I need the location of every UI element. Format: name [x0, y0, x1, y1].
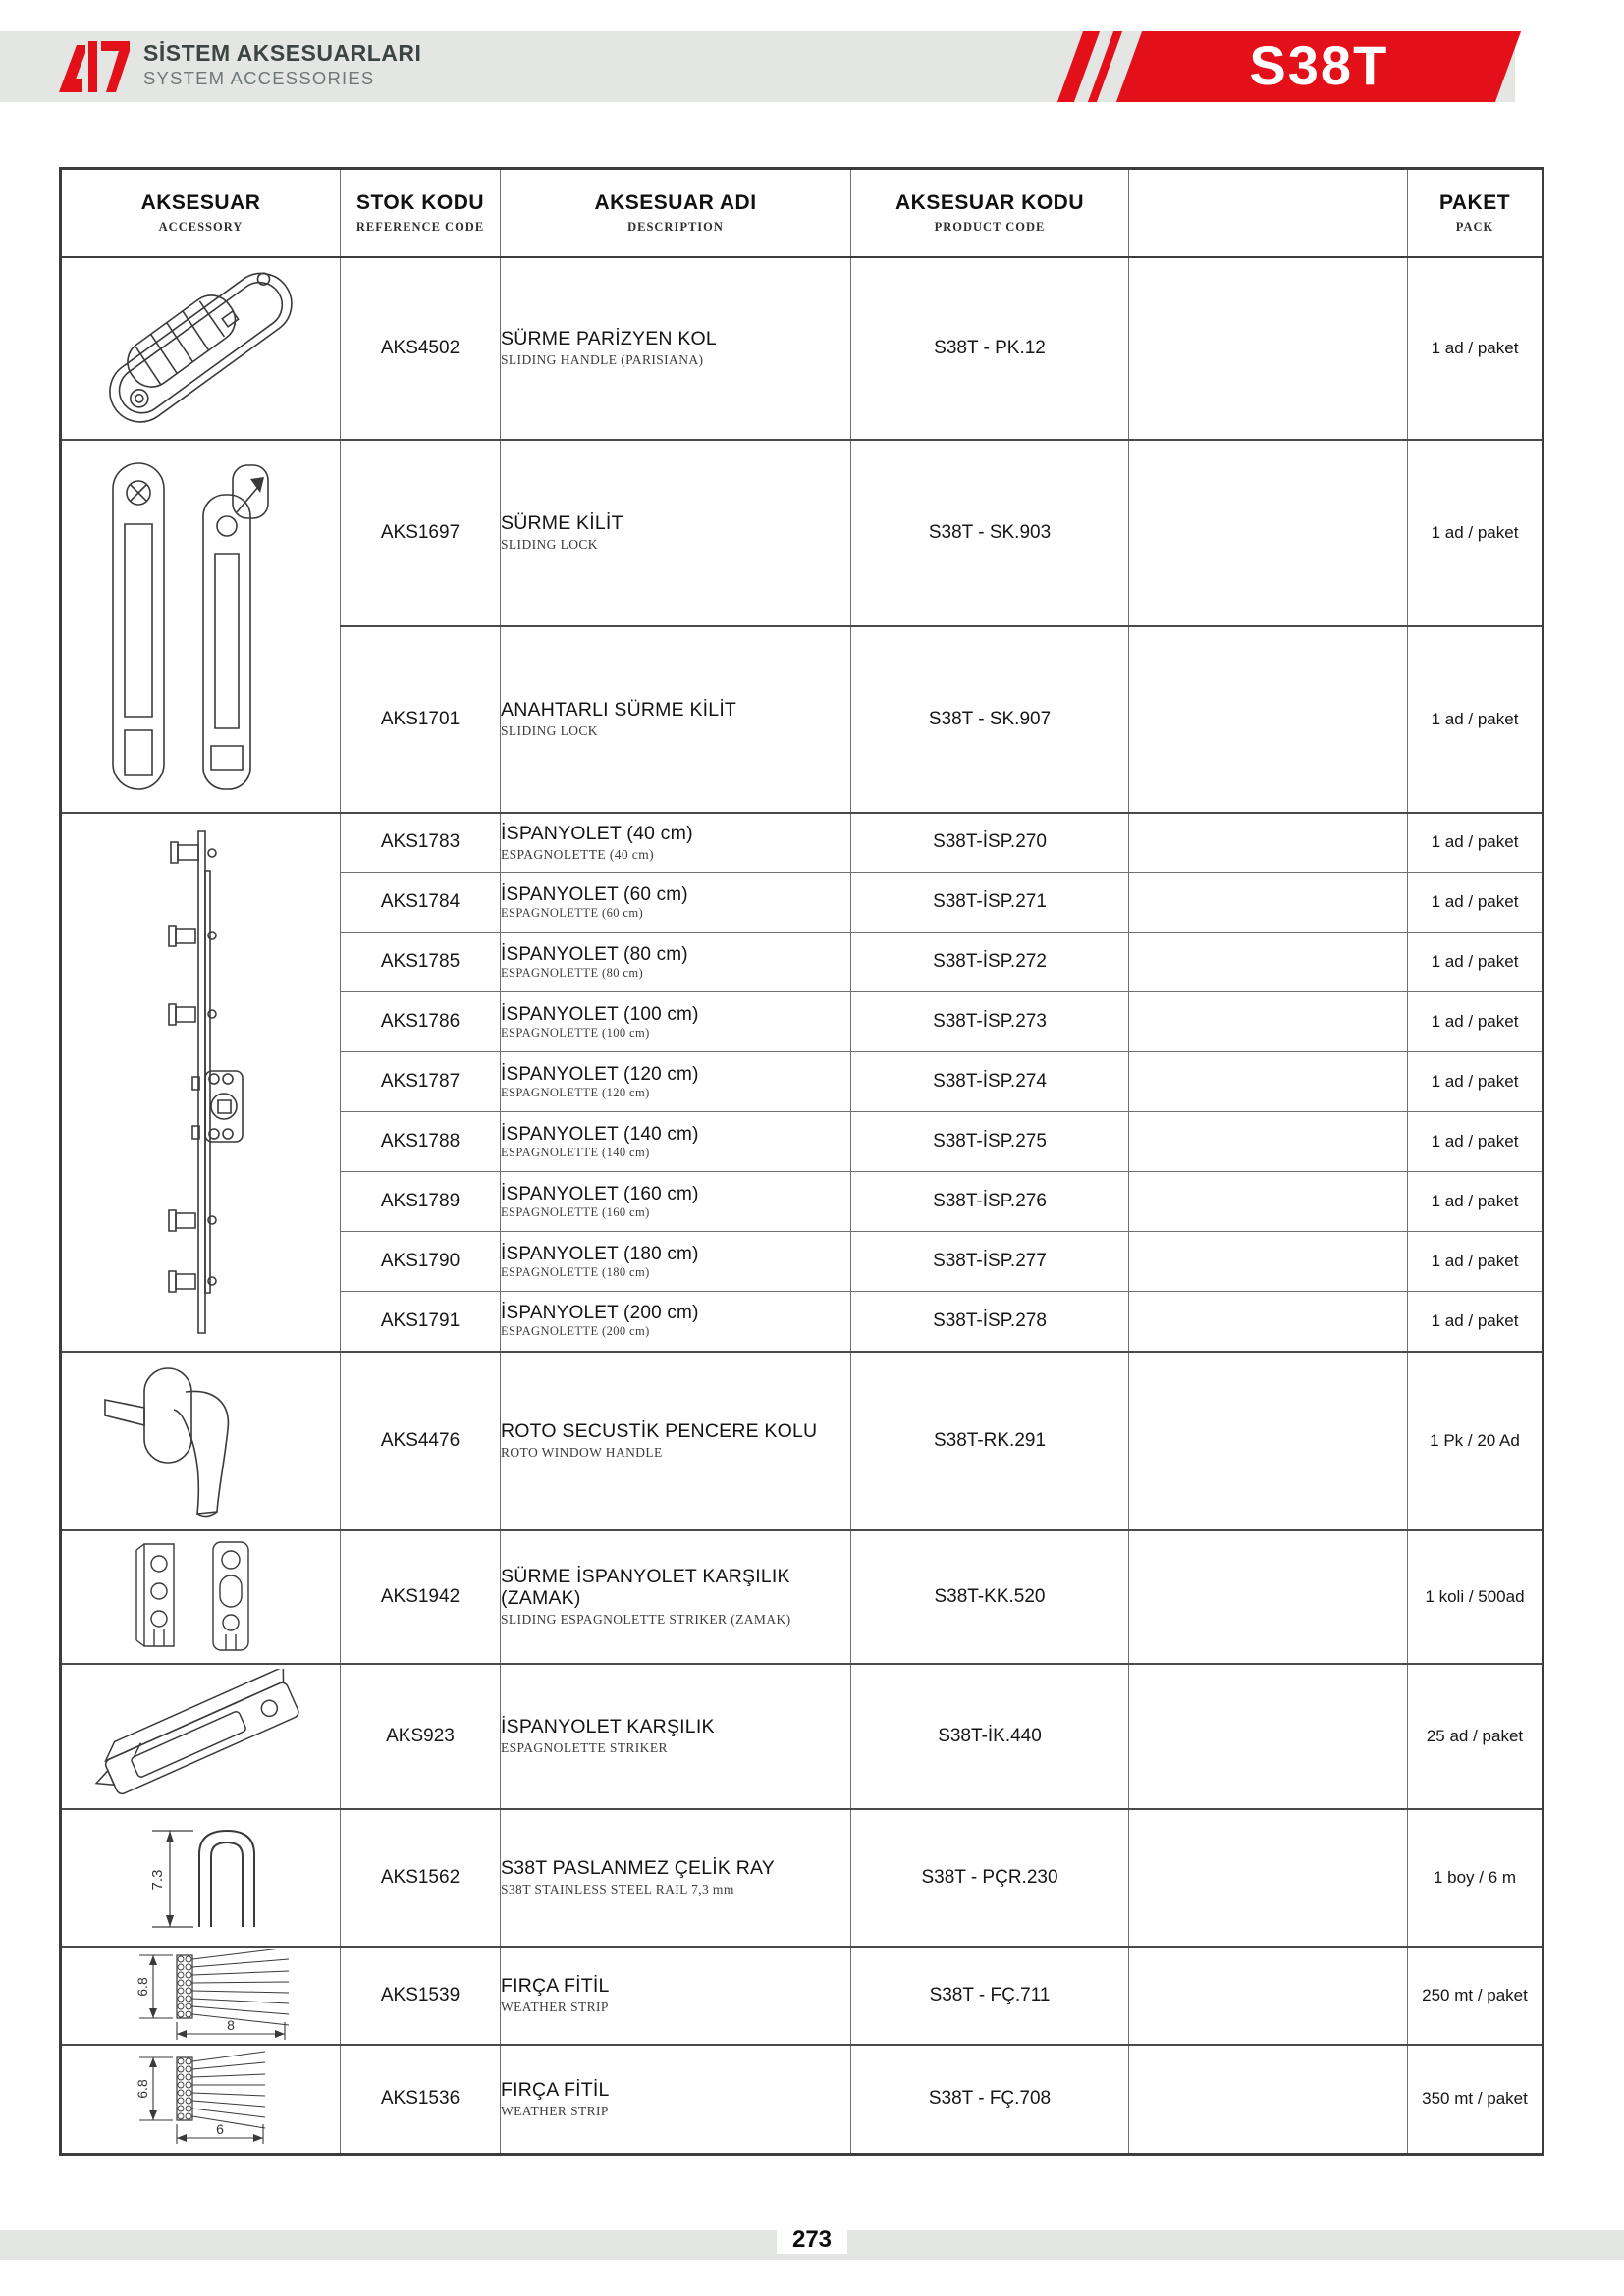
table-header: [61, 169, 1543, 257]
pack-qty: 1 Pk / 20 Ad: [1408, 1352, 1543, 1530]
name-cell: [501, 626, 851, 813]
product-code: S38T-İSP.270: [851, 813, 1129, 873]
accessory-name-tr: İSPANYOLET (60 cm): [501, 883, 688, 905]
stock-code: AKS1790: [341, 1232, 501, 1292]
pack-qty: 350 mt / paket: [1408, 2045, 1543, 2155]
espagnolette-striker-icon: [79, 1669, 324, 1804]
pack-qty: 1 boy / 6 m: [1408, 1809, 1543, 1947]
accessory-name-tr: İSPANYOLET (100 cm): [501, 1003, 699, 1025]
product-code: S38T - PK.12: [851, 257, 1129, 440]
stock-code: AKS1786: [341, 992, 501, 1052]
col-blank: [1129, 169, 1408, 257]
accessory-name-tr: İSPANYOLET KARŞILIK: [501, 1716, 715, 1737]
product-code: S38T-RK.291: [851, 1352, 1129, 1530]
pack-qty: 1 ad / paket: [1408, 1292, 1543, 1352]
product-code: S38T-İK.440: [851, 1664, 1129, 1809]
name-cell: [501, 257, 851, 440]
stock-code: AKS1784: [341, 873, 501, 933]
table-row: [61, 1809, 1543, 1947]
stock-code: AKS1942: [341, 1530, 501, 1664]
pack-qty: 1 ad / paket: [1408, 873, 1543, 933]
rail-height-label: 7.3: [148, 1869, 166, 1890]
name-cell: [501, 873, 851, 933]
accessory-name-tr: İSPANYOLET (180 cm): [501, 1243, 699, 1264]
pack-qty: 25 ad / paket: [1408, 1664, 1543, 1809]
name-cell: [501, 992, 851, 1052]
accessory-name-en: ESPAGNOLETTE (180 cm): [501, 1264, 650, 1279]
strip6-height-label: 6.8: [134, 2079, 150, 2099]
accessory-name-tr: İSPANYOLET (40 cm): [501, 822, 693, 844]
stock-code: AKS4476: [341, 1352, 501, 1530]
sliding-lock-icon: [83, 452, 319, 801]
page-number: [0, 2226, 1624, 2254]
company-logo-icon: [57, 39, 132, 94]
window-handle-icon: [83, 1357, 319, 1525]
sliding-handle-drawing: [61, 257, 341, 440]
accessory-name-en: ESPAGNOLETTE (200 cm): [501, 1324, 650, 1339]
col-product-code-tr: AKSESUAR KODU: [894, 190, 1084, 214]
empty-cell: [1129, 626, 1408, 813]
col-product-code: [851, 169, 1129, 257]
empty-cell: [1129, 1530, 1408, 1664]
empty-cell: [1129, 1664, 1408, 1809]
accessory-name-tr: ROTO SECUSTİK PENCERE KOLU: [501, 1420, 818, 1442]
stock-code: AKS1789: [341, 1172, 501, 1232]
accessory-name-tr: İSPANYOLET (120 cm): [501, 1063, 699, 1085]
empty-cell: [1129, 257, 1408, 440]
series-badge-label: S38T: [1249, 34, 1389, 96]
accessories-table: [59, 167, 1544, 2156]
pack-qty: 1 ad / paket: [1408, 1172, 1543, 1232]
accessory-name-tr: İSPANYOLET (140 cm): [501, 1123, 699, 1145]
empty-cell: [1129, 2045, 1408, 2155]
name-cell: [501, 1232, 851, 1292]
accessory-name-en: SLIDING LOCK: [501, 723, 598, 738]
zamak-striker-icon: [103, 1536, 299, 1658]
stock-code: AKS1785: [341, 933, 501, 992]
empty-cell: [1129, 1112, 1408, 1172]
table-row: [61, 1530, 1543, 1664]
col-stock-code: [341, 169, 501, 257]
product-code: S38T - SK.903: [851, 440, 1129, 626]
empty-cell: [1129, 813, 1408, 873]
espagnolette-icon: [83, 820, 319, 1345]
pack-qty: 1 ad / paket: [1408, 933, 1543, 992]
header-title: SİSTEM AKSESUARLARI: [143, 40, 422, 66]
accessory-name-tr: SÜRME İSPANYOLET KARŞILIK (ZAMAK): [501, 1566, 790, 1609]
product-code: S38T-İSP.276: [851, 1172, 1129, 1232]
col-accessory: [61, 169, 341, 257]
pack-qty: 250 mt / paket: [1408, 1947, 1543, 2045]
product-code: S38T-KK.520: [851, 1530, 1129, 1664]
empty-cell: [1129, 1947, 1408, 2045]
strip8-height-label: 6.8: [134, 1976, 150, 1997]
sliding-handle-icon: [79, 262, 324, 435]
accessory-name-en: ESPAGNOLETTE (60 cm): [501, 905, 644, 920]
col-accessory-tr: AKSESUAR: [140, 190, 261, 214]
pack-qty: 1 ad / paket: [1408, 626, 1543, 813]
name-cell: [501, 440, 851, 626]
col-name: [501, 169, 851, 257]
header-subtitle: SYSTEM ACCESSORIES: [143, 68, 375, 89]
product-code: S38T-İSP.271: [851, 873, 1129, 933]
accessory-name-tr: İSPANYOLET (80 cm): [501, 943, 688, 965]
accessory-name-en: ROTO WINDOW HANDLE: [501, 1445, 663, 1460]
accessory-name-tr: İSPANYOLET (200 cm): [501, 1303, 699, 1324]
name-cell: [501, 1947, 851, 2045]
accessory-name-en: WEATHER STRIP: [501, 2103, 609, 2118]
accessory-name-tr: SÜRME PARİZYEN KOL: [501, 328, 717, 349]
accessory-name-en: ESPAGNOLETTE (160 cm): [501, 1204, 650, 1219]
stock-code: AKS1701: [341, 626, 501, 813]
table-row: [61, 1664, 1543, 1809]
zamak-striker-drawing: [61, 1530, 341, 1664]
weather-strip-8-icon: [79, 1949, 324, 2042]
product-code: S38T - SK.907: [851, 626, 1129, 813]
col-name-tr: AKSESUAR ADI: [594, 190, 757, 214]
product-code: S38T-İSP.274: [851, 1052, 1129, 1112]
col-pack-tr: PAKET: [1438, 190, 1511, 214]
name-cell: [501, 1112, 851, 1172]
accessory-name-en: SLIDING HANDLE (PARISIANA): [501, 352, 704, 367]
window-handle-drawing: [61, 1352, 341, 1530]
steel-rail-drawing: [61, 1809, 341, 1947]
product-code: S38T-İSP.273: [851, 992, 1129, 1052]
series-badge: [1116, 31, 1521, 102]
accessory-name-tr: FIRÇA FİTİL: [501, 1975, 610, 1997]
accessory-name-en: SLIDING ESPAGNOLETTE STRIKER (ZAMAK): [501, 1612, 791, 1627]
accessory-name-en: S38T STAINLESS STEEL RAIL 7,3 mm: [501, 1882, 734, 1896]
empty-cell: [1129, 440, 1408, 626]
col-name-en: DESCRIPTION: [627, 219, 724, 234]
brand-block: [143, 41, 421, 89]
pack-qty: 1 ad / paket: [1408, 1052, 1543, 1112]
stock-code: AKS1788: [341, 1112, 501, 1172]
accessory-name-en: ESPAGNOLETTE (120 cm): [501, 1085, 650, 1099]
empty-cell: [1129, 992, 1408, 1052]
col-accessory-en: ACCESSORY: [158, 219, 244, 234]
pack-qty: 1 koli / 500ad: [1408, 1530, 1543, 1664]
pack-qty: 1 ad / paket: [1408, 992, 1543, 1052]
weather-strip-8-drawing: [61, 1947, 341, 2045]
col-pack: [1408, 169, 1543, 257]
accessory-name-tr: ANAHTARLI SÜRME KİLİT: [501, 699, 737, 721]
pack-qty: 1 ad / paket: [1408, 257, 1543, 440]
name-cell: [501, 1809, 851, 1947]
empty-cell: [1129, 1172, 1408, 1232]
name-cell: [501, 2045, 851, 2155]
pack-qty: 1 ad / paket: [1408, 1112, 1543, 1172]
name-cell: [501, 1530, 851, 1664]
stock-code: AKS1783: [341, 813, 501, 873]
strip6-width-label: 6: [215, 2121, 224, 2138]
stock-code: AKS1536: [341, 2045, 501, 2155]
product-code: S38T - FÇ.711: [851, 1947, 1129, 2045]
sliding-lock-drawing: [61, 440, 341, 813]
stock-code: AKS923: [341, 1664, 501, 1809]
empty-cell: [1129, 1052, 1408, 1112]
empty-cell: [1129, 933, 1408, 992]
empty-cell: [1129, 1292, 1408, 1352]
col-stock-code-tr: STOK KODU: [355, 190, 485, 214]
product-code: S38T-İSP.277: [851, 1232, 1129, 1292]
stock-code: AKS1791: [341, 1292, 501, 1352]
accessory-name-en: ESPAGNOLETTE STRIKER: [501, 1740, 668, 1755]
company-logo: [57, 39, 132, 94]
accessory-name-en: ESPAGNOLETTE (80 cm): [501, 965, 644, 980]
stock-code: AKS1787: [341, 1052, 501, 1112]
empty-cell: [1129, 1352, 1408, 1530]
empty-cell: [1129, 1232, 1408, 1292]
stock-code: AKS1539: [341, 1947, 501, 2045]
weather-strip-6-icon: [79, 2050, 324, 2148]
steel-rail-icon: [83, 1815, 319, 1941]
accessory-name-tr: S38T PASLANMEZ ÇELİK RAY: [501, 1857, 775, 1879]
col-pack-en: PACK: [1455, 219, 1494, 234]
stock-code: AKS1562: [341, 1809, 501, 1947]
name-cell: [501, 1292, 851, 1352]
empty-cell: [1129, 1809, 1408, 1947]
product-code: S38T-İSP.272: [851, 933, 1129, 992]
accessory-name-en: ESPAGNOLETTE (100 cm): [501, 1025, 650, 1040]
product-code: S38T-İSP.278: [851, 1292, 1129, 1352]
pack-qty: 1 ad / paket: [1408, 1232, 1543, 1292]
product-code: S38T-İSP.275: [851, 1112, 1129, 1172]
table-row: [61, 813, 1543, 873]
name-cell: [501, 1352, 851, 1530]
accessory-name-en: ESPAGNOLETTE (40 cm): [501, 846, 654, 862]
stock-code: AKS1697: [341, 440, 501, 626]
strip8-width-label: 8: [226, 2016, 235, 2033]
accessory-name-tr: İSPANYOLET (160 cm): [501, 1183, 699, 1204]
espagnolette-striker-drawing: [61, 1664, 341, 1809]
col-stock-code-en: REFERENCE CODE: [355, 219, 485, 234]
accessory-name-tr: SÜRME KİLİT: [501, 512, 623, 534]
table-row: [61, 1947, 1543, 2045]
name-cell: [501, 813, 851, 873]
weather-strip-6-drawing: [61, 2045, 341, 2155]
col-product-code-en: PRODUCT CODE: [934, 219, 1046, 234]
table-row: [61, 2045, 1543, 2155]
stock-code: AKS4502: [341, 257, 501, 440]
name-cell: [501, 1172, 851, 1232]
accessory-name-en: ESPAGNOLETTE (140 cm): [501, 1145, 650, 1159]
table-row: [61, 440, 1543, 626]
pack-qty: 1 ad / paket: [1408, 813, 1543, 873]
empty-cell: [1129, 873, 1408, 933]
table-row: [61, 1352, 1543, 1530]
pack-qty: 1 ad / paket: [1408, 440, 1543, 626]
product-code: S38T - PÇR.230: [851, 1809, 1129, 1947]
accessory-name-en: WEATHER STRIP: [501, 2000, 609, 2014]
name-cell: [501, 933, 851, 992]
product-code: S38T - FÇ.708: [851, 2045, 1129, 2155]
name-cell: [501, 1052, 851, 1112]
table-row: [61, 257, 1543, 440]
name-cell: [501, 1664, 851, 1809]
page-number-label: 273: [777, 2226, 847, 2254]
accessory-name-en: SLIDING LOCK: [501, 537, 598, 552]
espagnolette-drawing: [61, 813, 341, 1352]
accessory-name-tr: FIRÇA FİTİL: [501, 2078, 610, 2101]
